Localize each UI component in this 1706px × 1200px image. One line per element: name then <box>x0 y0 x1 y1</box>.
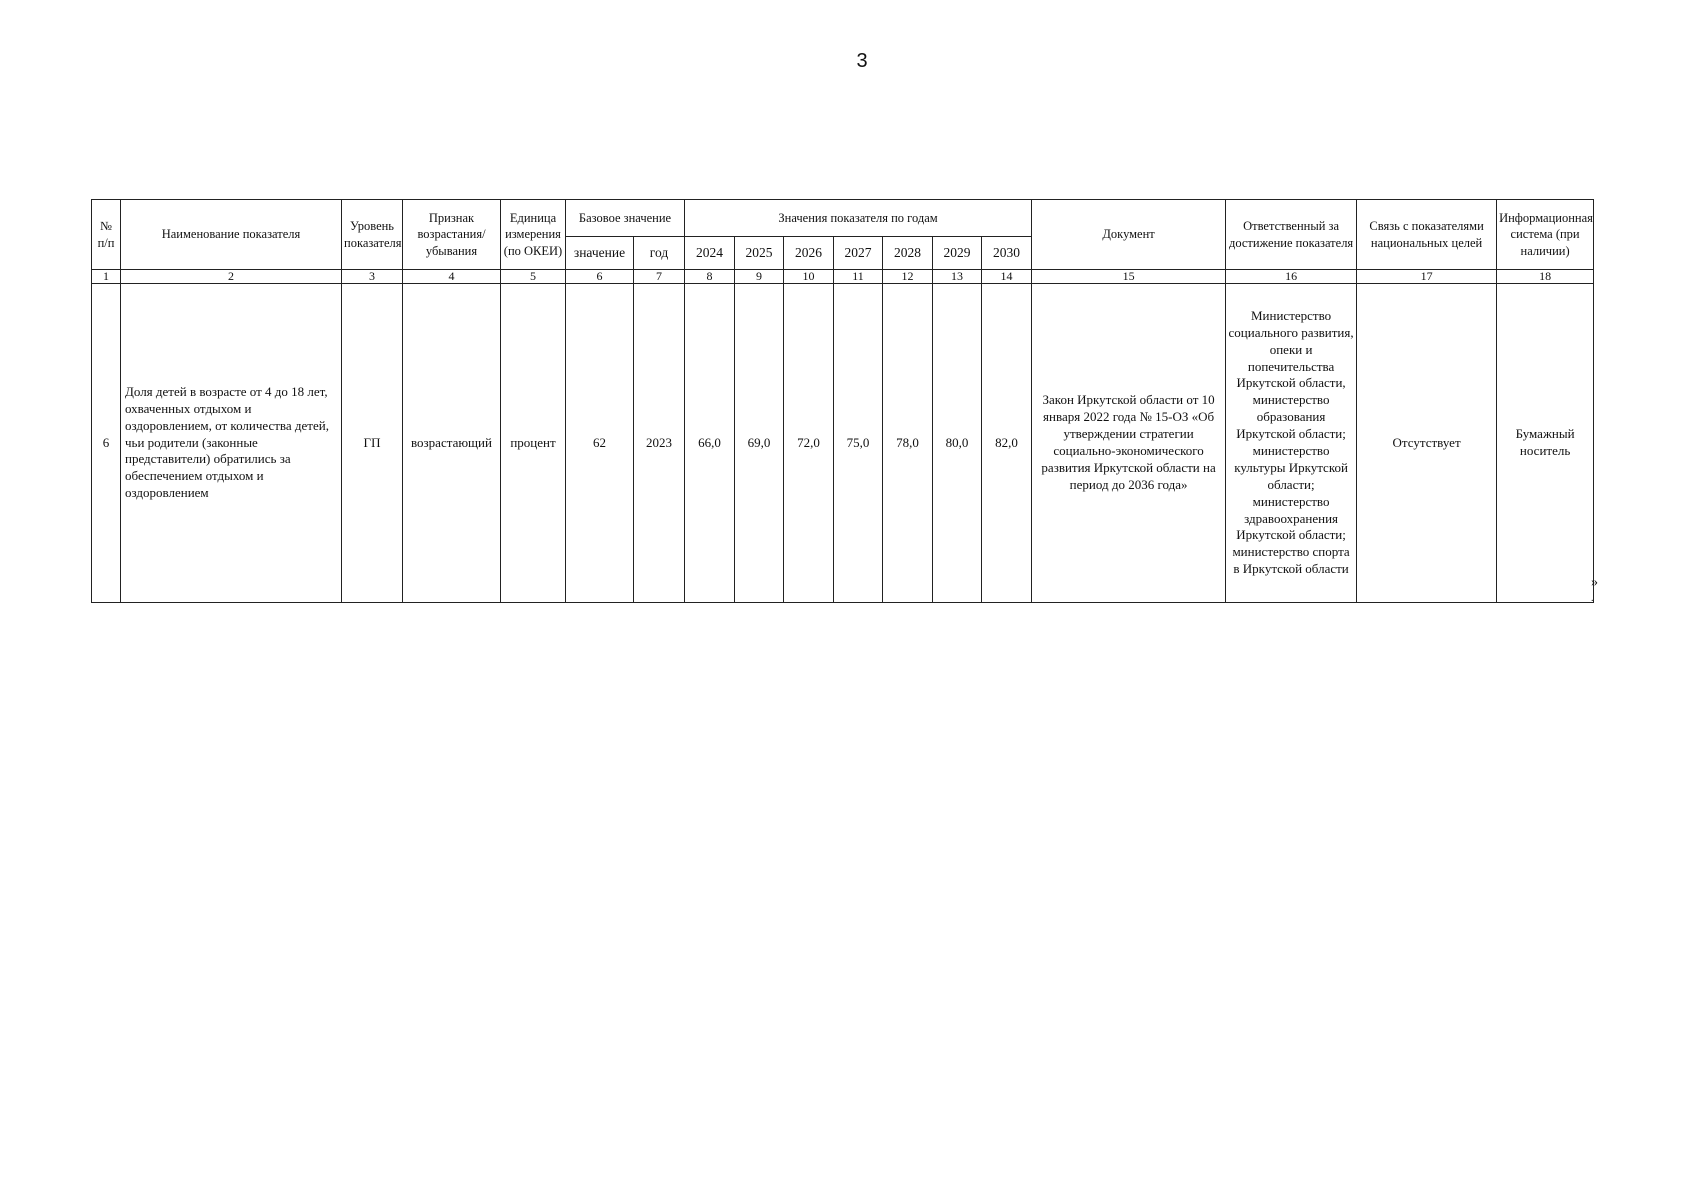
header-num: № п/п <box>92 200 121 270</box>
column-number: 18 <box>1497 270 1594 284</box>
header-years-group: Значения показателя по годам <box>685 200 1032 237</box>
row-base-year: 2023 <box>634 284 685 603</box>
header-year-2029: 2029 <box>933 237 982 270</box>
row-value-2028: 78,0 <box>883 284 933 603</box>
row-value-2026: 72,0 <box>784 284 834 603</box>
trailing-mark: . <box>1591 593 1594 604</box>
row-indicator-name: Доля детей в возрасте от 4 до 18 лет, охваченных отдыхом и оздоровлением, от количества детей, чьи родители (законные представители) обратились за обеспечением отдыхом и оздоровлением <box>121 284 342 603</box>
header-base-group: Базовое значение <box>566 200 685 237</box>
header-base-year: год <box>634 237 685 270</box>
column-number: 4 <box>403 270 501 284</box>
row-num: 6 <box>92 284 121 603</box>
column-number: 6 <box>566 270 634 284</box>
row-trend: возрастающий <box>403 284 501 603</box>
row-base-value: 62 <box>566 284 634 603</box>
header-link: Связь с показателями национальных целей <box>1357 200 1497 270</box>
header-year-2028: 2028 <box>883 237 933 270</box>
header-responsible: Ответственный за достижение показателя <box>1226 200 1357 270</box>
header-unit: Единица измерения (по ОКЕИ) <box>501 200 566 270</box>
header-year-2024: 2024 <box>685 237 735 270</box>
header-base-value: значение <box>566 237 634 270</box>
column-numbers-row <box>92 270 1594 284</box>
column-number: 16 <box>1226 270 1357 284</box>
row-value-2025: 69,0 <box>735 284 784 603</box>
table-row <box>92 284 1594 603</box>
indicators-table <box>91 199 1594 603</box>
column-number: 13 <box>933 270 982 284</box>
row-value-2027: 75,0 <box>834 284 883 603</box>
column-number: 2 <box>121 270 342 284</box>
header-trend: Признак возрастания/убывания <box>403 200 501 270</box>
column-number: 11 <box>834 270 883 284</box>
column-number: 9 <box>735 270 784 284</box>
header-document: Документ <box>1032 200 1226 270</box>
column-number: 3 <box>342 270 403 284</box>
row-value-2029: 80,0 <box>933 284 982 603</box>
header-name: Наименование показателя <box>121 200 342 270</box>
column-number: 14 <box>982 270 1032 284</box>
header-year-2026: 2026 <box>784 237 834 270</box>
row-responsible: Министерство социального развития, опеки и попечительства Иркутской области, министерство образования Иркутской области; министерство культуры Иркутской области; министерство здравоохранения Иркутской области; министерство спорта в Иркутской области <box>1226 284 1357 603</box>
column-number: 15 <box>1032 270 1226 284</box>
closing-quote: » <box>1591 575 1598 590</box>
header-year-2030: 2030 <box>982 237 1032 270</box>
header-year-2025: 2025 <box>735 237 784 270</box>
header-info-system: Информационная система (при наличии) <box>1497 200 1594 270</box>
row-document: Закон Иркутской области от 10 января 2022 года № 15-ОЗ «Об утверждении стратегии социально-экономического развития Иркутской области на период до 2036 года» <box>1032 284 1226 603</box>
row-value-2024: 66,0 <box>685 284 735 603</box>
row-unit: процент <box>501 284 566 603</box>
row-info-system: Бумажный носитель <box>1497 284 1594 603</box>
column-number: 17 <box>1357 270 1497 284</box>
page-number: 3 <box>856 50 868 72</box>
header-year-2027: 2027 <box>834 237 883 270</box>
column-number: 1 <box>92 270 121 284</box>
header-level: Уровень показателя <box>342 200 403 270</box>
column-number: 7 <box>634 270 685 284</box>
column-number: 8 <box>685 270 735 284</box>
row-value-2030: 82,0 <box>982 284 1032 603</box>
row-link: Отсутствует <box>1357 284 1497 603</box>
column-number: 5 <box>501 270 566 284</box>
column-number: 12 <box>883 270 933 284</box>
row-level: ГП <box>342 284 403 603</box>
column-number: 10 <box>784 270 834 284</box>
